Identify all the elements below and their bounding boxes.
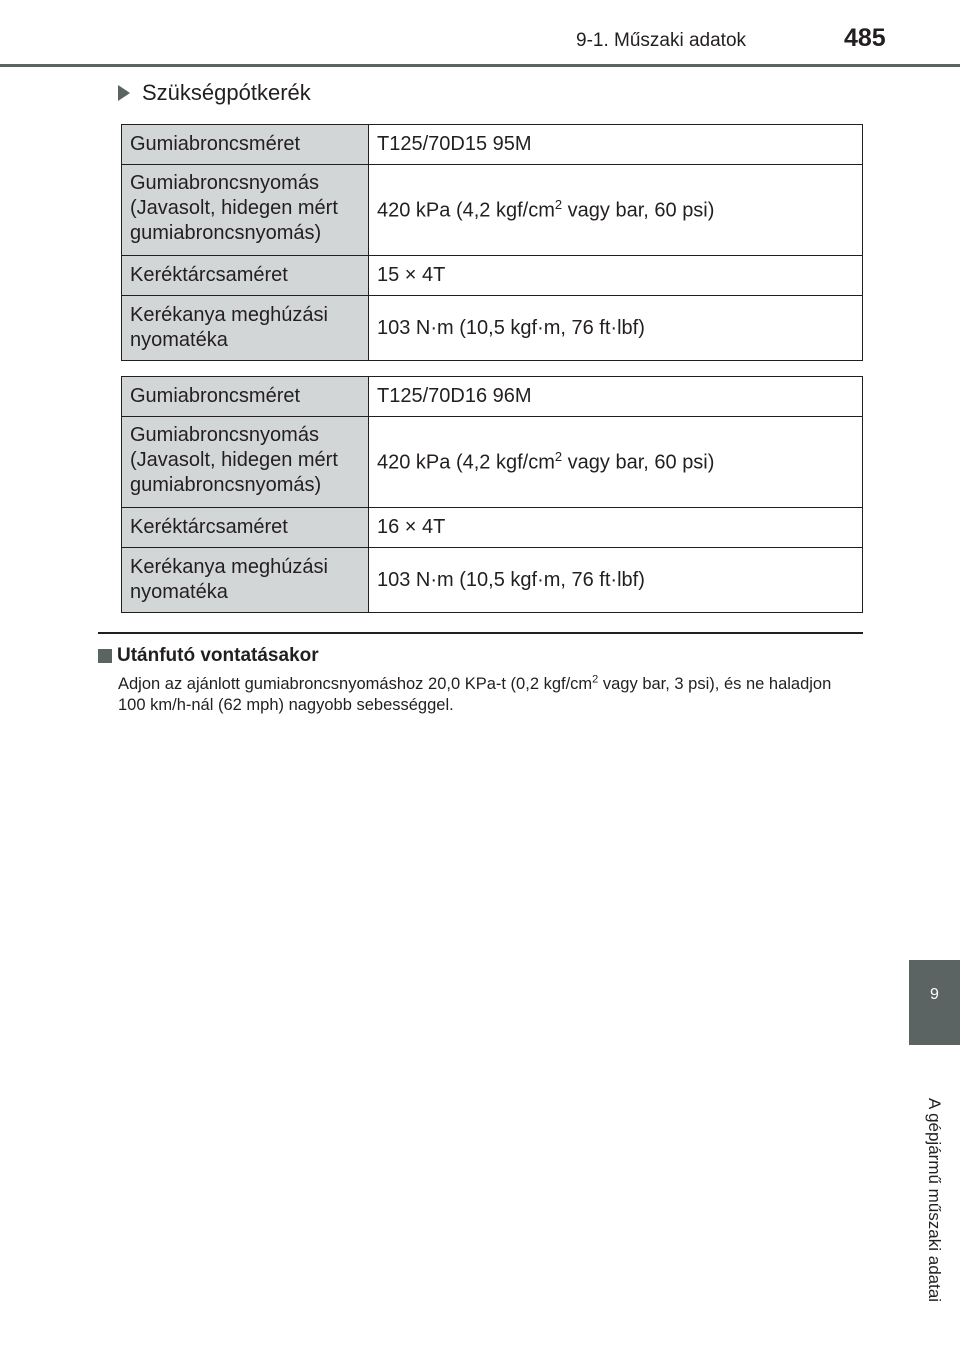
value-superscript: 2 <box>554 197 563 213</box>
row-label: Gumiabroncsnyomás (Javasolt, hidegen mért gumiabroncsnyomás) <box>122 417 369 508</box>
value-text: vagy bar, 60 psi) <box>562 199 715 222</box>
chapter-label: A gépjármű műszaki adatai <box>925 1097 944 1303</box>
section-heading-text: Szükségpótkerék <box>142 80 311 105</box>
table-row <box>122 417 863 508</box>
table-row <box>122 548 863 613</box>
row-value: 16 × 4T <box>369 508 863 548</box>
spare-tire-table-15 <box>121 124 863 361</box>
paragraph-superscript: 2 <box>592 673 599 686</box>
chapter-number: 9 <box>930 986 939 1003</box>
row-label: Gumiabroncsnyomás (Javasolt, hidegen mért gumiabroncsnyomás) <box>122 165 369 256</box>
table-row <box>122 256 863 296</box>
table-row <box>122 377 863 417</box>
row-value: T125/70D16 96M <box>369 377 863 417</box>
row-label: Keréktárcsaméret <box>122 508 369 548</box>
row-label: Gumiabroncsméret <box>122 125 369 165</box>
subsection-heading-text: Utánfutó vontatásakor <box>117 645 319 666</box>
value-text: 420 kPa (4,2 kgf/cm <box>377 199 555 222</box>
value-text: vagy bar, 60 psi) <box>562 451 715 474</box>
paragraph-text: Adjon az ajánlott gumiabroncsnyomáshoz 20,0 KPa-t (0,2 kgf/cm <box>118 675 593 693</box>
row-value: T125/70D15 95M <box>369 125 863 165</box>
subsection-heading <box>98 645 319 667</box>
table-row <box>122 125 863 165</box>
section-title: 9-1. Műszaki adatok <box>576 30 747 51</box>
towing-paragraph <box>118 674 863 716</box>
row-label: Gumiabroncsméret <box>122 377 369 417</box>
page-number: 485 <box>844 24 886 52</box>
row-value <box>369 165 863 256</box>
table-row <box>122 296 863 361</box>
row-label: Keréktárcsaméret <box>122 256 369 296</box>
row-label: Kerékanya meghúzási nyomatéka <box>122 548 369 613</box>
subsection-rule <box>98 632 863 634</box>
row-value: 103 N·m (10,5 kgf·m, 76 ft·lbf) <box>369 296 863 361</box>
header-rule <box>0 64 960 67</box>
section-heading <box>118 80 311 106</box>
table-row <box>122 508 863 548</box>
row-value: 103 N·m (10,5 kgf·m, 76 ft·lbf) <box>369 548 863 613</box>
value-superscript: 2 <box>554 449 563 465</box>
spare-tire-table-16 <box>121 376 863 613</box>
row-value: 15 × 4T <box>369 256 863 296</box>
table-row <box>122 165 863 256</box>
row-value <box>369 417 863 508</box>
square-bullet-icon <box>98 649 112 663</box>
paragraph-text: vagy bar, 3 psi), és ne haladjon 100 km/h-nál (62 mph) nagyobb sebességgel. <box>118 675 832 714</box>
triangle-bullet-icon <box>118 85 130 101</box>
row-label: Kerékanya meghúzási nyomatéka <box>122 296 369 361</box>
value-text: 420 kPa (4,2 kgf/cm <box>377 451 555 474</box>
